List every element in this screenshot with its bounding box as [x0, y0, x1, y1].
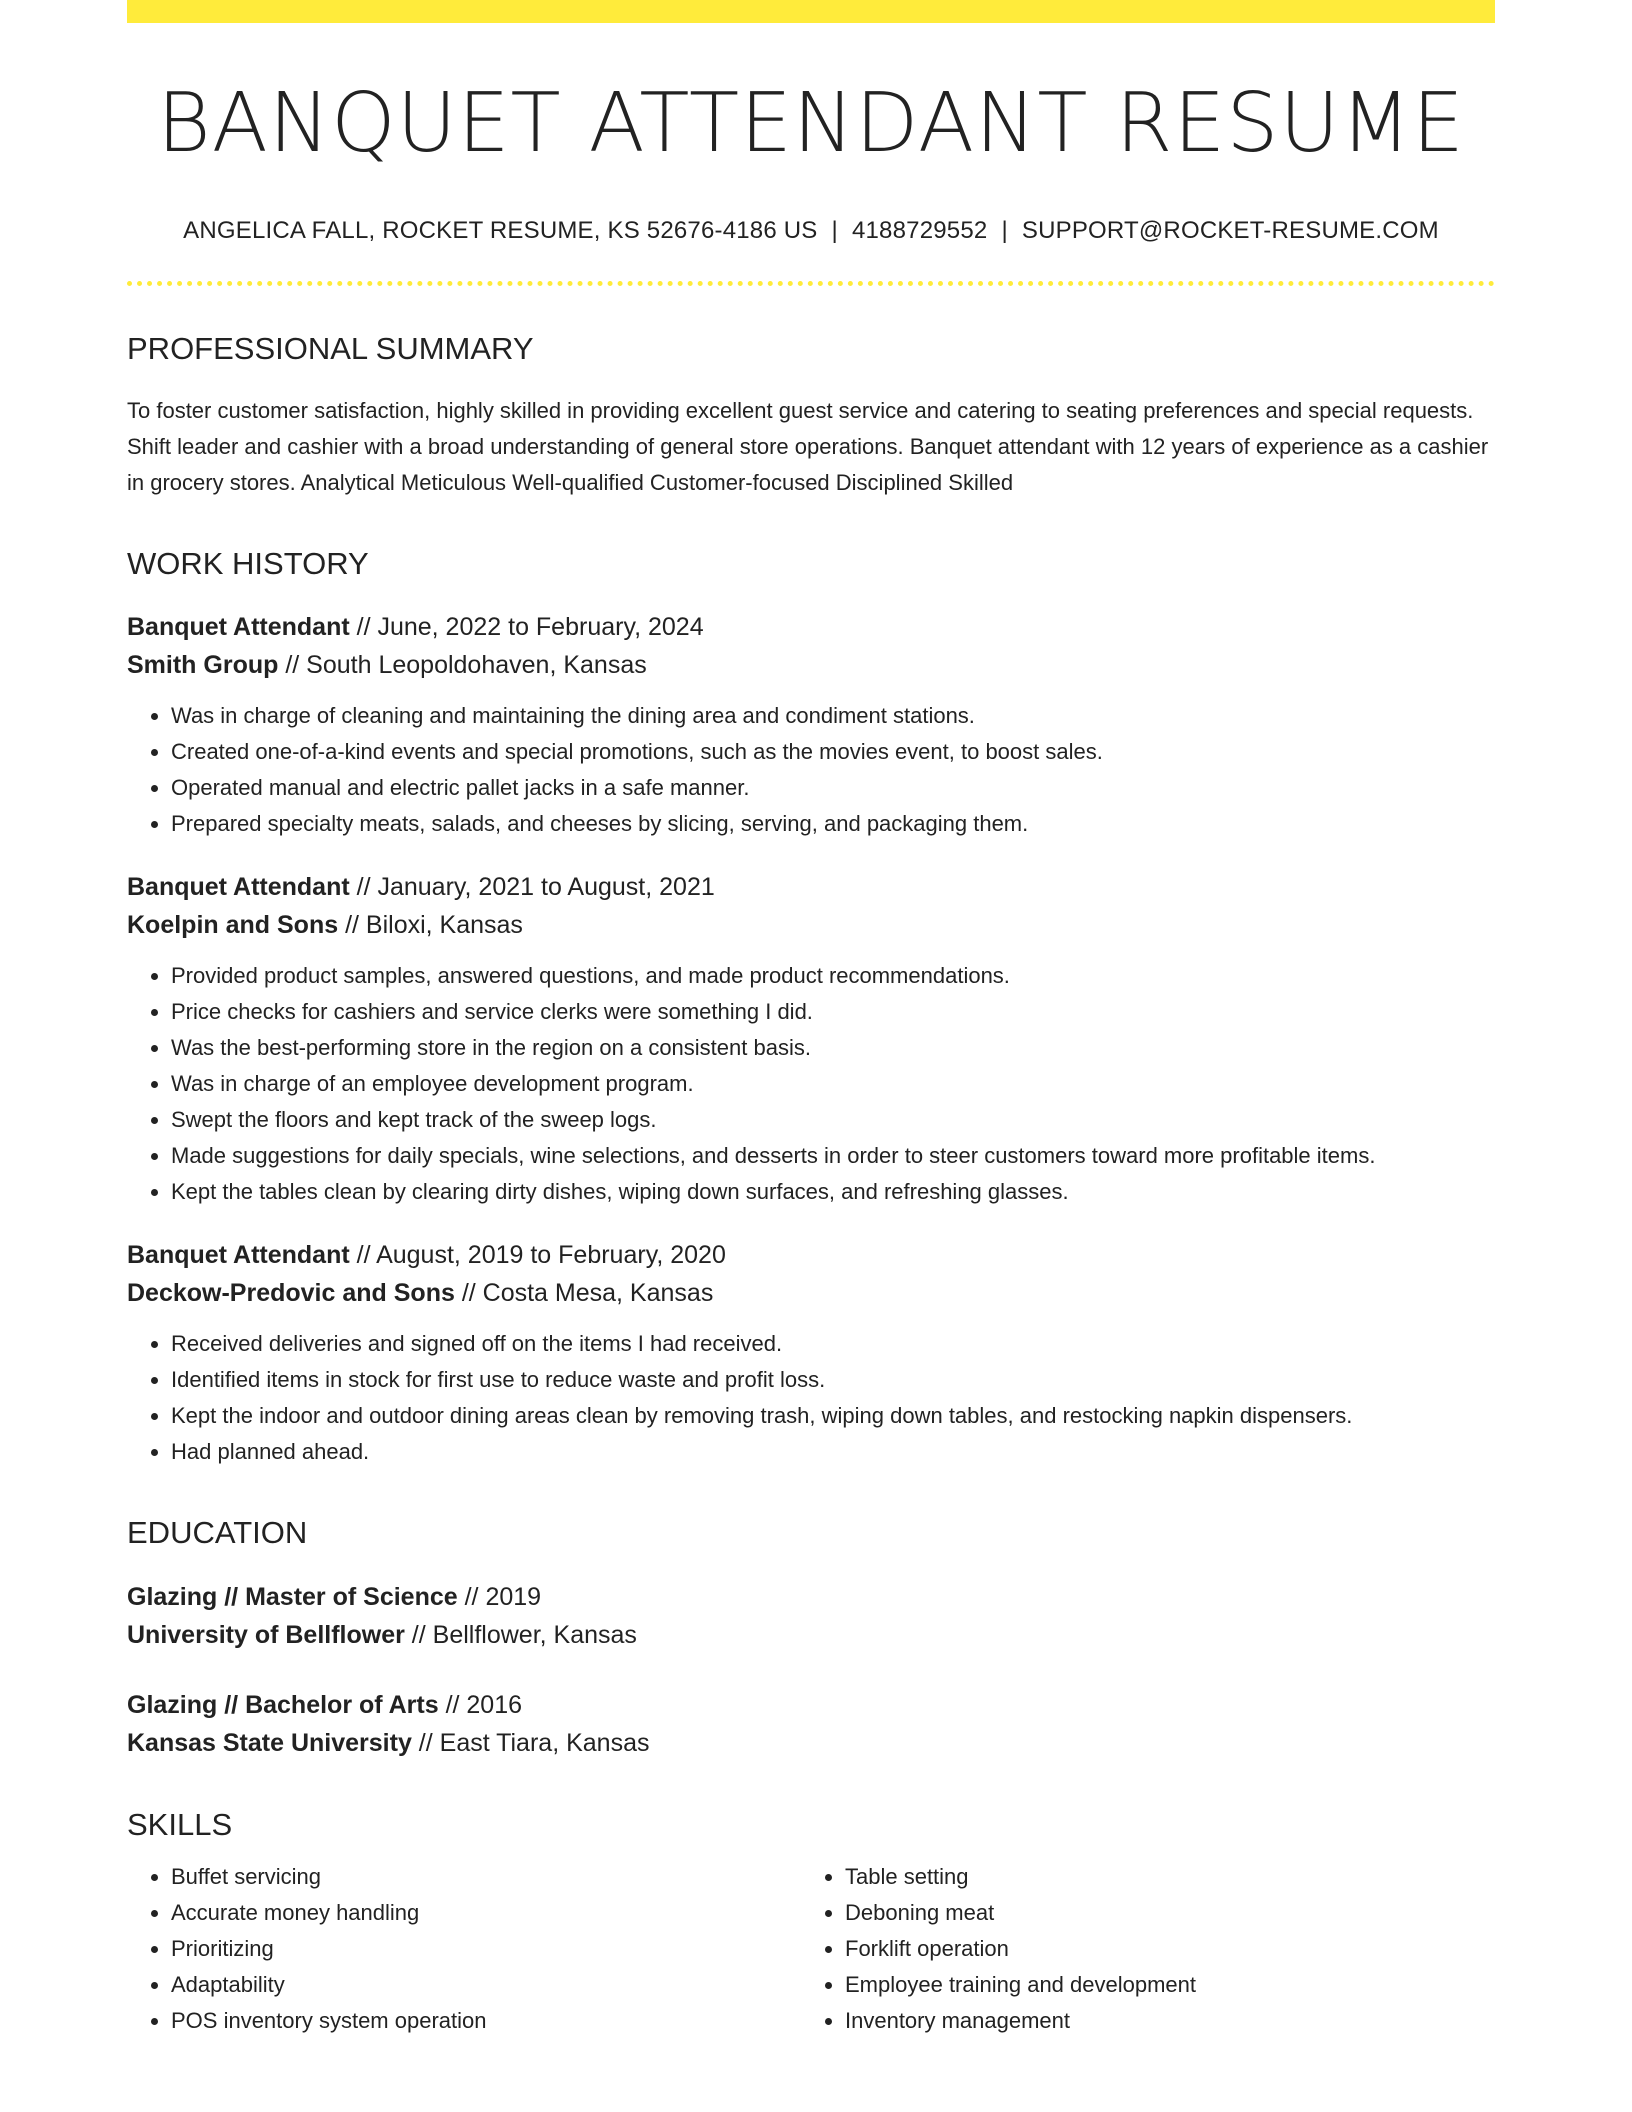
- summary-heading: PROFESSIONAL SUMMARY: [127, 331, 534, 366]
- contact-address: ANGELICA FALL, ROCKET RESUME, KS 52676-4186 US: [183, 217, 818, 244]
- job-entry: [127, 868, 1495, 1210]
- job-title-line: [127, 1236, 1495, 1274]
- degree-year: // 2016: [438, 1690, 523, 1719]
- summary-text: To foster customer satisfaction, highly skilled in providing excellent guest service and catering to seating preferences and special requests. Shift leader and cashier with a broad understanding of general store operations. Banquet attendant with 12 years of experience as a cashier in grocery stores. Analytical Meticulous Well-qualified Customer-focused Disciplined Skilled: [127, 398, 1489, 496]
- list-item: • Swept the floors and kept track of the sweep logs.: [171, 1102, 1495, 1138]
- skills-column-right: [801, 1859, 1475, 2039]
- job-company: Deckow-Predovic and Sons: [127, 1279, 455, 1308]
- top-accent-bar: [127, 0, 1495, 23]
- skill-item: • Buffet servicing: [171, 1859, 801, 1895]
- list-item: • Identified items in stock for first use to reduce waste and profit loss.: [171, 1362, 1495, 1398]
- skills-list: [127, 1859, 801, 2039]
- contact-line: [127, 217, 1495, 245]
- skill-item: • Accurate money handling: [171, 1895, 801, 1931]
- job-entry: [127, 608, 1495, 842]
- school-location: // East Tiara, Kansas: [411, 1728, 650, 1757]
- skill-item: • Deboning meat: [845, 1895, 1475, 1931]
- work-history-heading: WORK HISTORY: [127, 546, 369, 582]
- contact-separator: |: [831, 217, 838, 244]
- school-line: [127, 1616, 1495, 1654]
- job-title: Banquet Attendant: [127, 1241, 350, 1270]
- job-company: Koelpin and Sons: [127, 911, 339, 940]
- skill-item: • Inventory management: [845, 2003, 1475, 2039]
- skill-item: • Adaptability: [171, 1967, 801, 2003]
- skills-columns: [127, 1859, 1495, 2039]
- resume-page: [127, 0, 1495, 2039]
- list-item: • Was in charge of cleaning and maintaining the dining area and condiment stations.: [171, 698, 1495, 734]
- job-company-line: [127, 646, 1495, 684]
- job-dates: // June, 2022 to February, 2024: [349, 613, 704, 642]
- job-company-line: [127, 906, 1495, 944]
- job-title-line: [127, 608, 1495, 646]
- job-company-line: [127, 1274, 1495, 1312]
- degree: Glazing // Bachelor of Arts: [127, 1690, 439, 1719]
- list-item: • Received deliveries and signed off on the items I had received.: [171, 1326, 1495, 1362]
- list-item: • Operated manual and electric pallet jacks in a safe manner.: [171, 770, 1495, 806]
- list-item: • Created one-of-a-kind events and special promotions, such as the movies event, to boost sales.: [171, 734, 1495, 770]
- contact-separator: |: [1001, 217, 1008, 244]
- school: University of Bellflower: [127, 1620, 405, 1649]
- degree-year: // 2019: [457, 1582, 542, 1611]
- skill-item: • Employee training and development: [845, 1967, 1475, 2003]
- degree: Glazing // Master of Science: [127, 1582, 458, 1611]
- list-item: • Made suggestions for daily specials, wine selections, and desserts in order to steer customers toward more profitable items.: [171, 1138, 1495, 1174]
- job-title-line: [127, 868, 1495, 906]
- skill-item: • Prioritizing: [171, 1931, 801, 1967]
- job-location: // South Leopoldohaven, Kansas: [278, 651, 647, 680]
- list-item: • Was in charge of an employee development program.: [171, 1066, 1495, 1102]
- job-title: Banquet Attendant: [127, 873, 350, 902]
- list-item: • Prepared specialty meats, salads, and cheeses by slicing, serving, and packaging them.: [171, 806, 1495, 842]
- skill-item: • POS inventory system operation: [171, 2003, 801, 2039]
- job-company: Smith Group: [127, 651, 279, 680]
- school: Kansas State University: [127, 1728, 412, 1757]
- job-title: Banquet Attendant: [127, 613, 350, 642]
- list-item: • Provided product samples, answered questions, and made product recommendations.: [171, 958, 1495, 994]
- job-duties-list: [127, 1326, 1495, 1470]
- degree-line: [127, 1578, 1495, 1616]
- job-dates: // January, 2021 to August, 2021: [349, 873, 715, 902]
- school-location: // Bellflower, Kansas: [404, 1620, 637, 1649]
- education-heading: EDUCATION: [127, 1515, 308, 1551]
- education-entry: [127, 1578, 1495, 1654]
- list-item: • Had planned ahead.: [171, 1434, 1495, 1470]
- job-entry: [127, 1236, 1495, 1470]
- list-item: • Price checks for cashiers and service clerks were something I did.: [171, 994, 1495, 1030]
- list-item: • Was the best-performing store in the region on a consistent basis.: [171, 1030, 1495, 1066]
- skills-list: [801, 1859, 1475, 2039]
- list-item: • Kept the indoor and outdoor dining areas clean by removing trash, wiping down tables, and restocking napkin dispensers.: [171, 1398, 1495, 1434]
- school-line: [127, 1724, 1495, 1762]
- dotted-divider: [127, 281, 1495, 286]
- job-location: // Biloxi, Kansas: [338, 911, 523, 940]
- education-entry: [127, 1686, 1495, 1762]
- skills-heading: SKILLS: [127, 1806, 233, 1842]
- job-location: // Costa Mesa, Kansas: [454, 1279, 714, 1308]
- job-dates: // August, 2019 to February, 2020: [349, 1241, 726, 1270]
- skill-item: • Forklift operation: [845, 1931, 1475, 1967]
- degree-line: [127, 1686, 1495, 1724]
- list-item: • Kept the tables clean by clearing dirty dishes, wiping down surfaces, and refreshing glasses.: [171, 1174, 1495, 1210]
- job-duties-list: [127, 698, 1495, 842]
- skills-column-left: [127, 1859, 801, 2039]
- job-duties-list: [127, 958, 1495, 1210]
- skill-item: • Table setting: [845, 1859, 1475, 1895]
- page-title: BANQUET ATTENDANT RESUME: [157, 76, 1465, 171]
- contact-email: SUPPORT@ROCKET-RESUME.COM: [1021, 217, 1439, 244]
- contact-phone: 4188729552: [851, 217, 988, 244]
